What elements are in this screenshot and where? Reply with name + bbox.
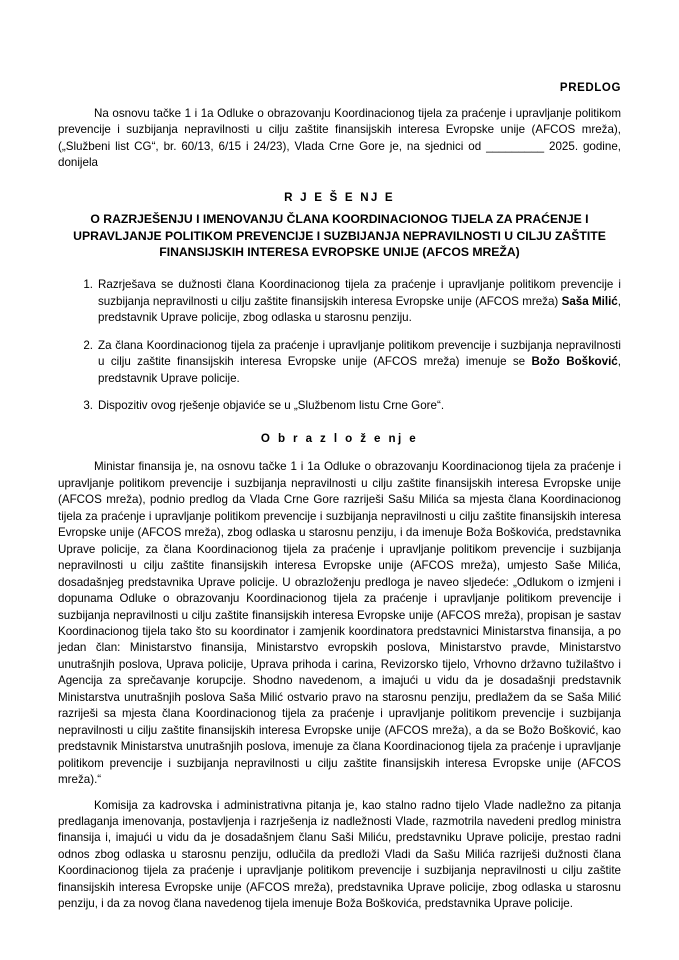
item-person-name: Saša Milić — [561, 294, 618, 308]
list-item — [98, 338, 621, 387]
explanation-paragraph-1: Ministar finansija je, na osnovu tačke 1 i 1a Odluke o obrazovanju Koordinacionog tijela za praćenje i upravljanje politikom prevencije i suzbijanja nepravilnosti u cilju zaštite finansijskih interesa Evropske unije (AFCOS mreža), podnio predlog da Vlada Crne Gore razriješi Sašu Milića sa mjesta člana Koordinacionog tijela za praćenje i upravljanje politikom prevencije i suzbijanja nepravilnosti u cilju zaštite finansijskih interesa Evropske unije (AFCOS mreža), zbog odlaska u starosnu penziju, i da imenuje Boža Boškovića, predstavnika Uprave policije, za člana Koordinacionog tijela za praćenje i upravljanje politikom prevencije i suzbijanja nepravilnosti u cilju zaštite finansijskih interesa Evropske unije (AFCOS mreža), umjesto Saše Milića, dosadašnjeg predstavnika Uprave policije. U obrazloženju predloga je naveo sljedeće: „Odlukom o izmjeni i dopunama Odluke o obrazovanju Koordinacionog tijela za praćenje i upravljanje politikom prevencije i suzbijanja nepravilnosti u cilju zaštite finansijskih interesa Evropske unije (AFCOS mreža), propisan je sastav Koordinacionog tijela tako što su koordinator i zamjenik koordinatora predstavnici Ministarstva finansija, a po jedan član: Ministarstvo finansija, Ministarstvo evropskih poslova, Ministarstvo pravde, Ministarstvo unutrašnjih poslova, Uprava policije, Uprava prihoda i carina, Revizorsko tijelo, Vrhovno državno tužilaštvo i Agencija za sprečavanje korupcije. Shodno navedenom, a imajući u vidu da je dosadašnji predstavnik Ministarstva unutrašnjih poslova Saša Milić ostvario pravo na starosnu penziju, predlažem da se Saša Milić razriješi sa mjesta člana Koordinacionog tijela za praćenje i upravljanje politikom prevencije i suzbijanja nepravilnosti u cilju zaštite finansijskih interesa Evropske unije (AFCOS mreža), a da se Božo Bošković, kao predstavnik Ministarstva unutrašnjih poslova, imenuje za člana Koordinacionog tijela za praćenje i upravljanje politikom prevencije i suzbijanja nepravilnosti u cilju zaštite finansijskih interesa Evropske unije (AFCOS mreža).“ — [58, 460, 621, 787]
item-text-pre: Razrješava se dužnosti člana Koordinacionog tijela za praćenje i upravljanje politikom prevencije i suzbijanja nepravilnosti u cilju zaštite finansijskih interesa Evropske unije (AFCOS mreža) — [98, 278, 621, 308]
item-text-pre: Za člana Koordinacionog tijela za praćenje i upravljanje politikom prevencije i suzbijanja nepravilnosti u cilju zaštite finansijskih interesa Evropske unije (AFCOS mreža) imenuje se — [98, 338, 621, 369]
intro-paragraph: Na osnovu tačke 1 i 1a Odluke o obrazovanju Koordinacionog tijela za praćenje i upravljanje politikom prevencije i suzbijanja nepravilnosti u cilju zaštite finansijskih interesa Evropske unije (AFCOS mreža), („Službeni list CG“, br. 60/13, 6/15 i 24/23), Vlada Crne Gore je, na sjednici od _________ 2025. godine, donijela — [58, 107, 621, 170]
item-text-pre: Dispozitiv ovog rješenje objaviće se u „Službenom listu Crne Gore“. — [98, 399, 445, 413]
decision-items-list — [58, 277, 621, 414]
explanation-paragraph-2: Komisija za kadrovska i administrativna pitanja je, kao stalno radno tijelo Vlade nadležno za pitanja predlaganja imenovanja, postavljenja i razrješenja iz nadležnosti Vlade, razmotrila navedeni predlog ministra finansija i, imajući u vidu da je dosadašnjem članu Saši Miliću, predstavniku Uprave policije, prestao radni odnos zbog odlaska u starosnu penziju, odlučila da predloži Vladi da Sašu Milića razriješi dužnosti člana Koordinacionog tijela za praćenje i upravljanje politikom prevencije i suzbijanja nepravilnosti u cilju zaštite finansijskih interesa Evropske unije (AFCOS mreža), predstavnika Uprave policije, zbog odlaska u starosnu penziju, i da za novog člana navedenog tijela imenuje Boža Boškovića, predstavnika Uprave policije. — [58, 798, 621, 911]
item-person-name: Božo Bošković — [531, 355, 618, 369]
title-kind: R J E Š E NJ E — [284, 190, 395, 204]
title-block — [58, 191, 621, 261]
list-item — [98, 398, 621, 414]
item-text-post: , predstavnik Uprave policije, zbog odlaska u starosnu penziju. — [98, 294, 621, 325]
list-item — [98, 277, 621, 326]
explanation-heading: O b r a z l o ž e nj e — [260, 432, 419, 446]
page-title: O RAZRJEŠENJU I IMENOVANJU ČLANA KOORDINACIONOG TIJELA ZA PRAĆENJE I UPRAVLJANJE POLITIKOM PREVENCIJE I SUZBIJANJA NEPRAVILNOSTI U CILJU ZAŠTITE FINANSIJSKIH INTERESA EVROPSKE UNIJE (AFCOS MREŽA) — [73, 211, 606, 260]
document-label: PREDLOG — [559, 82, 621, 94]
item-text-post: , predstavnik Uprave policije. — [98, 355, 621, 385]
